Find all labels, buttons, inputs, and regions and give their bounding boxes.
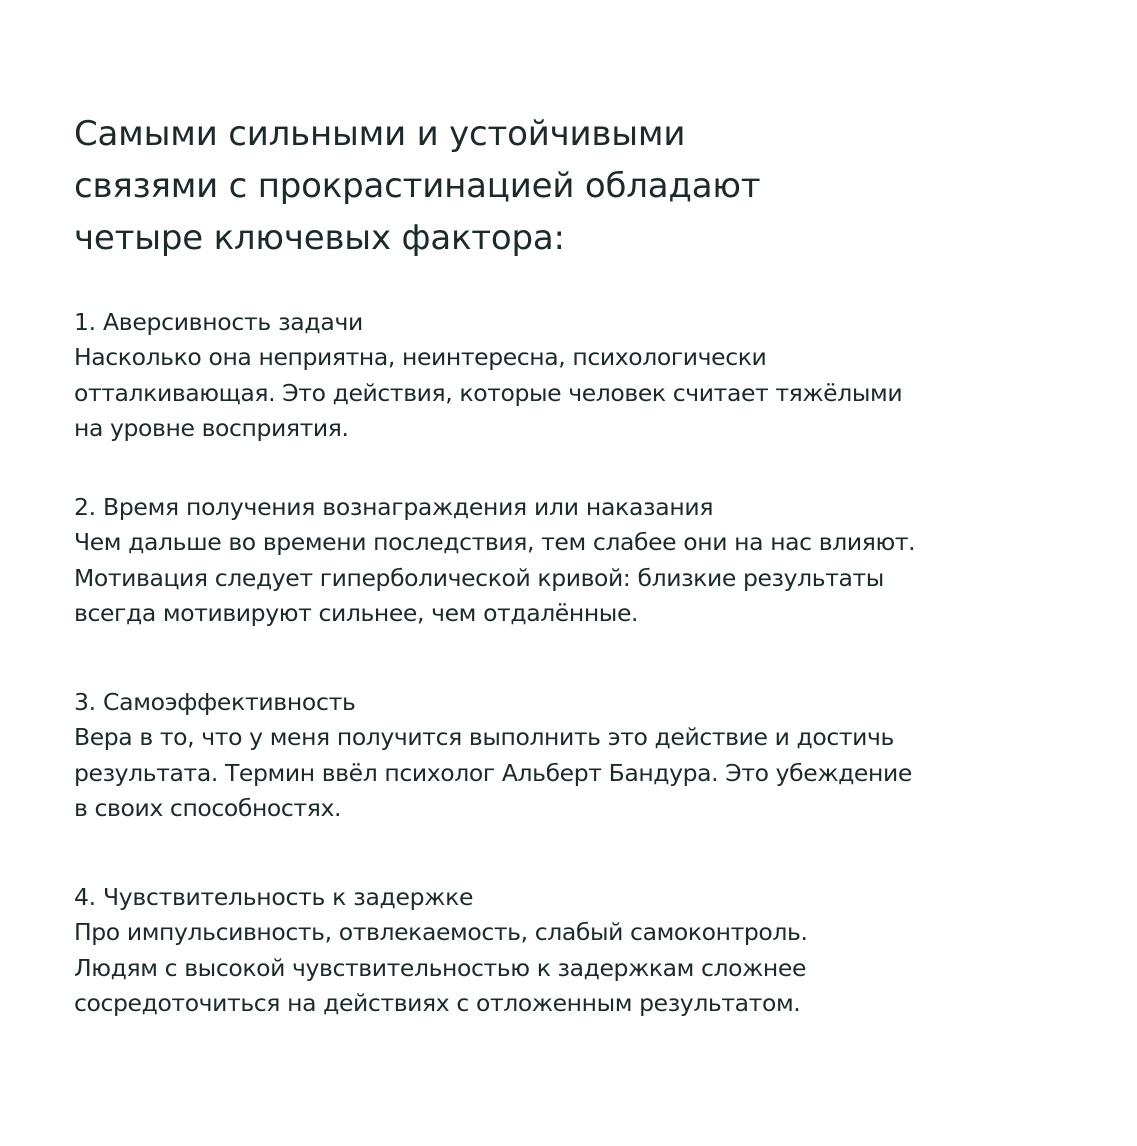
- factor-description: Вера в то, что у меня получится выполнить это действие и достичь результата. Термин ввёл психолог Альберт Бандура. Это убеждение в своих способностях.: [74, 723, 912, 822]
- page-heading: Самыми сильными и устойчивыми связями с прокрастинацией обладают четыре ключевых фактора:: [74, 114, 761, 258]
- article-page: [74, 108, 1094, 1017]
- factor-description: Насколько она неприятна, неинтересна, психологически отталкивающая. Это действия, которые человек считает тяжёлыми на уровне восприятия.: [74, 343, 903, 442]
- factor-description: Чем дальше во времени последствия, тем слабее они на нас влияют. Мотивация следует гиперболической кривой: близкие результаты всегда мотивируют сильнее, чем отдалённые.: [74, 528, 916, 627]
- factor-item-aversiveness: [74, 305, 1094, 447]
- factor-title: 3. Самоэффективность: [74, 688, 356, 716]
- factor-title: 2. Время получения вознаграждения или наказания: [74, 493, 714, 521]
- factor-title: 4. Чувствительность к задержке: [74, 883, 474, 911]
- factor-item-reward-timing: [74, 490, 1094, 632]
- factor-description: Про импульсивность, отвлекаемость, слабый самоконтроль. Людям с высокой чувствительностью к задержкам сложнее сосредоточиться на действиях с отложенным результатом.: [74, 918, 808, 1017]
- factor-item-self-efficacy: [74, 685, 1094, 827]
- factor-item-delay-sensitivity: [74, 880, 1094, 1022]
- factor-title: 1. Аверсивность задачи: [74, 308, 364, 336]
